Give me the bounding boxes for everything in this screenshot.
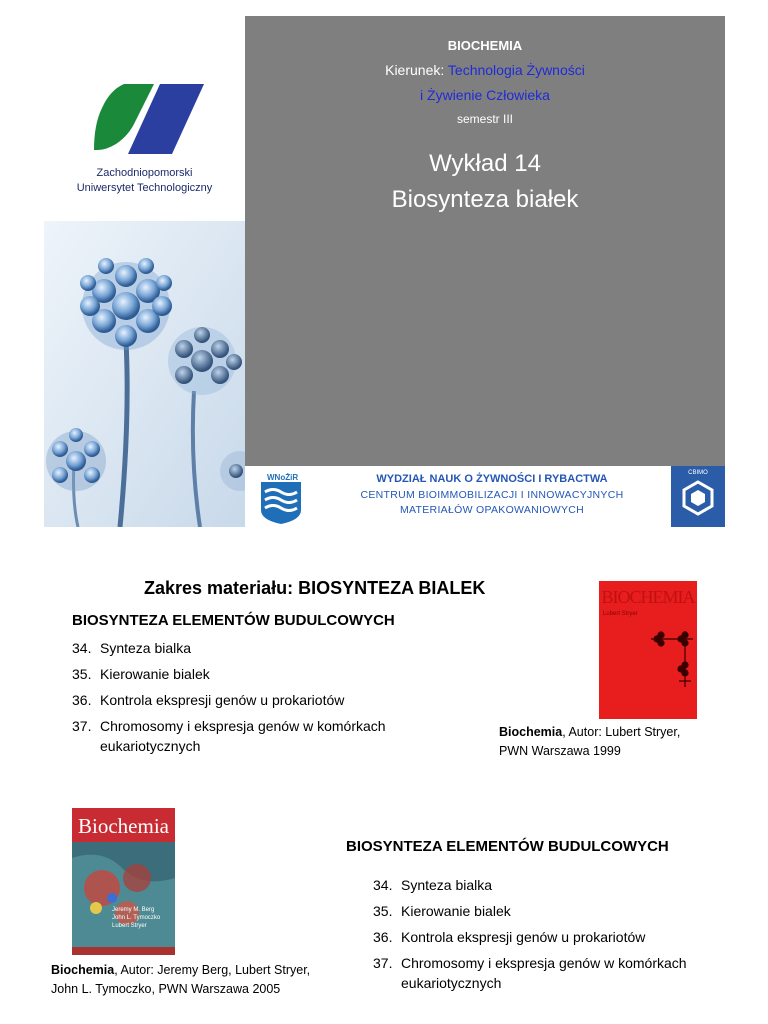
section-heading-1: BIOSYNTEZA ELEMENTÓW BUDULCOWYCH	[72, 612, 395, 629]
topic-number: 36.	[373, 929, 393, 945]
topic-item	[72, 661, 472, 687]
topic-list-1	[72, 635, 472, 756]
faculty-name: WYDZIAŁ NAUK O ŻYWNOŚCI I RYBACTWA	[376, 473, 608, 485]
wnozir-logo	[255, 470, 307, 524]
topic-number: 36.	[72, 692, 92, 708]
cbimo-label: CBIMO	[688, 470, 708, 476]
topic-text-continued: eukariotycznych	[401, 975, 502, 991]
topic-text: Chromosomy i ekspresja genów w komórkach	[100, 718, 386, 734]
topic-text: Chromosomy i ekspresja genów w komórkach	[401, 955, 687, 971]
topic-text: Kierowanie bialek	[401, 903, 511, 919]
caption-title: Biochemia	[499, 725, 563, 739]
book-cover-title: BIOCHEMIA	[601, 587, 695, 607]
university-name-line2: Uniwersytet Technologiczny	[76, 182, 213, 194]
book-cover-1999	[599, 581, 697, 719]
topic-number: 37.	[72, 718, 92, 734]
topic-text-continued: eukariotycznych	[100, 738, 201, 754]
caption-title: Biochemia	[51, 963, 115, 977]
book-author: Jeremy M. Berg	[112, 907, 155, 913]
topic-item	[373, 924, 768, 950]
book-cover-2005	[72, 808, 175, 955]
topic-number: 35.	[373, 903, 393, 919]
centre-name-line2: MATERIAŁÓW OPAKOWANIOWYCH	[399, 504, 585, 516]
book-caption-1	[499, 723, 739, 761]
lecture-title-panel	[245, 16, 725, 466]
topic-number: 34.	[373, 877, 393, 893]
topic-item	[72, 687, 472, 713]
molecule-icon	[599, 581, 697, 719]
book-cover-author: Lubert Stryer	[603, 611, 638, 617]
section-heading-2: BIOSYNTEZA ELEMENTÓW BUDULCOWYCH	[346, 838, 669, 855]
book-author: John L. Tymoczko	[112, 915, 161, 921]
field-name-line2: i Żywienie Człowieka	[420, 87, 550, 103]
cbimo-logo	[671, 466, 725, 527]
field-of-study	[245, 62, 725, 78]
caption-author: , Autor: Lubert Stryer,	[562, 725, 681, 739]
university-name-line1: Zachodniopomorski	[96, 167, 193, 179]
topic-item	[373, 872, 768, 898]
topic-item	[373, 898, 768, 924]
course-name: BIOCHEMIA	[447, 38, 523, 53]
topic-text: Kierowanie bialek	[100, 666, 210, 682]
semester: semestr III	[456, 112, 513, 126]
lecture-title: Biosynteza białek	[391, 186, 579, 213]
caption-line-2: John L. Tymoczko, PWN Warszawa 2005	[51, 982, 281, 996]
field-name-line1: Technologia Żywności	[447, 62, 585, 78]
syllabus-title: Zakres materiału: BIOSYNTEZA BIALEK	[144, 578, 486, 598]
field-label: Kierunek:	[385, 62, 445, 78]
book-cover-authors	[112, 906, 160, 930]
university-panel	[44, 16, 245, 527]
topic-number: 35.	[72, 666, 92, 682]
topic-text: Kontrola ekspresji genów u prokariotów	[100, 692, 345, 708]
wnozir-label: WNoŻiR	[267, 473, 299, 482]
topic-item	[72, 635, 472, 661]
topic-number: 37.	[373, 955, 393, 971]
topic-number: 34.	[72, 640, 92, 656]
caption-author: , Autor: Jeremy Berg, Lubert Stryer,	[114, 963, 311, 977]
book-author: Lubert Stryer	[112, 923, 147, 929]
zut-logo	[94, 84, 204, 156]
dandelion-illustration	[44, 221, 245, 527]
title-slide	[44, 16, 725, 527]
caption-line-2: PWN Warszawa 1999	[499, 744, 621, 758]
faculty-footer	[245, 466, 725, 527]
caption-line-1	[499, 723, 739, 742]
book-caption-2	[51, 961, 351, 999]
caption-line-1	[51, 961, 351, 980]
book-cover-title: Biochemia	[78, 814, 169, 838]
topic-list-2	[373, 872, 768, 993]
topic-item	[72, 713, 472, 756]
lecture-number: Wykład 14	[429, 150, 541, 177]
topic-text: Synteza bialka	[401, 877, 493, 893]
topic-text: Kontrola ekspresji genów u prokariotów	[401, 929, 646, 945]
topic-text: Synteza bialka	[100, 640, 192, 656]
centre-name-line1: CENTRUM BIOIMMOBILIZACJI I INNOWACYJNYCH	[360, 489, 624, 501]
topic-item	[373, 950, 768, 993]
